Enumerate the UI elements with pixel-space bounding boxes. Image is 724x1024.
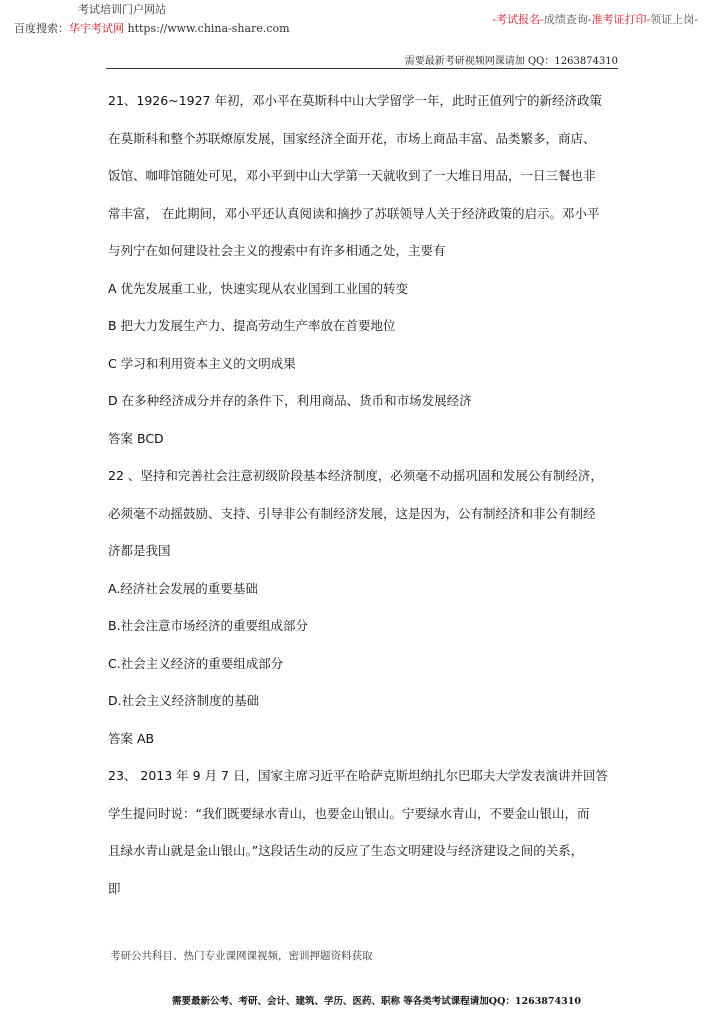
question-21-line: 常丰富， 在此期间，邓小平还认真阅读和摘抄了苏联领导人关于经济政策的启示。邓小平 [108, 205, 600, 221]
header-divider [106, 68, 618, 69]
question-23-line: 23、 2013 年 9 月 7 日，国家主席习近平在哈萨克斯坦纳扎尔巴耶夫大学发表演讲并回答 [108, 768, 608, 783]
question-21-option-d: D 在多种经济成分并存的条件下，利用商品、货币和市场发展经济 [108, 393, 472, 408]
document-body [108, 88, 628, 913]
question-21-line: 21、1926~1927 年初，邓小平在莫斯科中山大学留学一年，此时正值列宁的新经济政策 [108, 93, 602, 108]
admission-ticket-link[interactable]: 准考证打印- [591, 13, 651, 26]
qq-notice: 需要最新考研视频网课请加 QQ：1263874310 [404, 56, 618, 67]
header-links [492, 11, 698, 27]
question-21-line: 与列宁在如何建设社会主义的搜索中有许多相通之处，主要有 [108, 243, 446, 258]
exam-registration-link[interactable]: -考试报名- [492, 13, 544, 26]
question-22-option-c: C.社会主义经济的重要组成部分 [108, 655, 284, 671]
question-22-line: 22 、坚持和完善社会注意初级阶段基本经济制度，必须毫不动摇巩固和发展公有制经济， [108, 468, 603, 483]
search-brand-link[interactable]: 华宇考试网 [69, 22, 124, 35]
site-title: 考试培训门户网站 [78, 3, 166, 16]
question-21-line: 饭馆、咖啡馆随处可见，邓小平到中山大学第一天就收到了一大堆日用品，一日三餐也非 [108, 168, 596, 183]
question-23-line: 且绿水青山就是金山银山。”这段话生动的反应了生态文明建设与经济建设之间的关系， [108, 843, 584, 858]
question-21-line: 在莫斯科和整个苏联燎原发展，国家经济全面开花，市场上商品丰富、品类繁多，商店、 [108, 130, 596, 146]
question-21-answer: 答案 BCD [108, 430, 164, 446]
question-22-answer: 答案 AB [108, 730, 155, 746]
footer-contact: 需要最新公考、考研、会计、建筑、学历、医药、职称 等各类考试课程请加QQ：1263874310 [172, 996, 581, 1007]
question-22-line: 必须毫不动摇鼓励、支持、引导非公有制经济发展，这是因为，公有制经济和非公有制经 [108, 505, 596, 521]
question-22-option-a: A.经济社会发展的重要基础 [108, 580, 258, 596]
search-line [14, 20, 290, 36]
question-21-option-b: B 把大力发展生产力、提高劳动生产率放在首要地位 [108, 318, 396, 333]
certificate-link[interactable]: 领证上岗- [650, 13, 698, 26]
footer-note: 考研公共科目、热门专业课网课视频，密训押题资料获取 [110, 950, 373, 962]
question-23-line: 学生提问时说：“我们既要绿水青山，也要金山银山。宁要绿水青山，不要金山银山，而 [108, 805, 590, 821]
question-22-option-b: B.社会注意市场经济的重要组成部分 [108, 618, 309, 633]
score-query-link[interactable]: 成绩查询- [543, 13, 592, 26]
search-label: 百度搜索： [14, 22, 69, 35]
question-23-line: 即 [108, 880, 121, 896]
question-22-option-d: D.社会主义经济制度的基础 [108, 693, 260, 708]
question-21-option-a: A 优先发展重工业，快速实现从农业国到工业国的转变 [108, 280, 409, 296]
question-22-line: 济都是我国 [108, 543, 171, 558]
site-url[interactable]: https://www.china-share.com [127, 22, 290, 35]
question-21-option-c: C 学习和利用资本主义的文明成果 [108, 355, 296, 371]
